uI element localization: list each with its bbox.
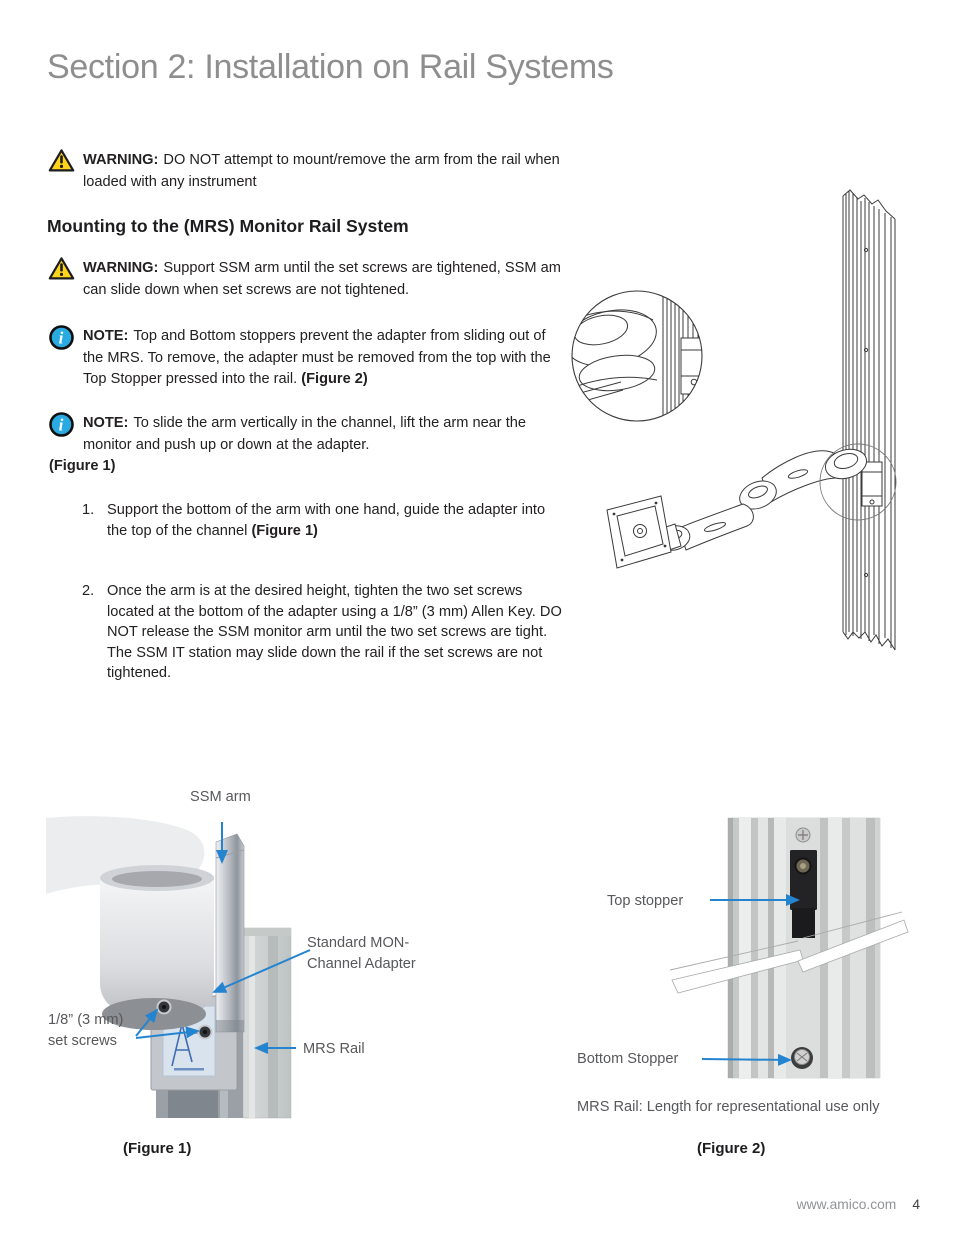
warning2-text [83,258,566,301]
step-number: 1. [82,502,95,518]
detail-callout-circle [565,289,707,421]
adapter-label-line1: Standard MON- [307,935,410,951]
note2-figure-ref: (Figure 1) [49,458,116,475]
figure2-caption: (Figure 2) [697,1140,766,1157]
figure-2-photo [560,800,954,1090]
step1-body: Support the bottom of the arm with one hand, guide the adapter into the top of the channel [107,502,546,539]
step-text [107,500,562,541]
rail-arm-line-drawing [565,180,954,680]
warning1-text [83,150,566,193]
set-screws-label [48,1010,123,1052]
warning2-label: WARNING: [83,260,159,276]
rail-drawing [843,190,895,650]
section-heading: Mounting to the (MRS) Monitor Rail System [47,216,409,236]
page-title: Section 2: Installation on Rail Systems [47,48,614,86]
set-screws-label-line1: 1/8” (3 mm) [48,1012,124,1028]
set-screws-label-line2: set screws [48,1033,117,1049]
bottom-stopper-arrow [702,1059,790,1060]
note1-label: NOTE: [83,328,129,344]
mrs-rail-label: MRS Rail [303,1041,365,1057]
top-stopper-label: Top stopper [607,893,684,909]
page-number: 4 [912,1197,920,1212]
note1-text [83,326,566,391]
step1-figure-ref: (Figure 1) [251,522,318,539]
step-number: 2. [82,583,95,599]
figure2-photo-art [670,818,908,1078]
bottom-stopper-label: Bottom Stopper [577,1051,679,1067]
footer-url: www.amico.com [796,1197,897,1212]
note1-figure-ref: (Figure 2) [301,371,368,388]
warning1-body: DO NOT attempt to mount/remove the arm from the rail when loaded with any instrument [83,152,560,190]
note2-body: To slide the arm vertically in the channel, lift the arm near the monitor and push up or down at the adapter. [83,415,527,453]
page-footer [620,1197,920,1212]
warning1-label: WARNING: [83,152,159,168]
info-icon [48,324,75,356]
step2-body: Once the arm is at the desired height, tighten the two set screws located at the bottom of the adapter using a 1/8” (3 mm) Allen Key. DO NOT release the SSM monitor arm until the two set screws are tight. The SSM IT station may slide down the rail if the set screws are not tightened. [107,583,562,682]
figure1-caption: (Figure 1) [123,1140,192,1157]
note2-text [49,413,566,478]
warning-icon [48,148,75,178]
ssm-arm-label: SSM arm [190,789,251,805]
figure-1 [40,780,480,1165]
figure-2 [560,800,954,1090]
step-text [107,581,562,684]
note2-label: NOTE: [83,415,129,431]
warning-block-2 [48,258,568,301]
warning2-body: Support SSM arm until the set screws are tightened, SSM am can slide down when set screws are not tightened. [83,260,561,298]
warning-block-1 [48,150,568,193]
svg-text:i: i [58,415,64,435]
note-block-1 [48,326,568,391]
adapter-label-line2: Channel Adapter [307,956,416,972]
figure2-note: MRS Rail: Length for representational use only [577,1099,880,1115]
note-block-2 [48,413,568,478]
figure1-photo-art [46,816,291,1118]
warning-icon [48,256,75,286]
adapter-label [307,933,416,975]
step-2 [82,581,562,684]
svg-text:i: i [58,328,64,348]
step-1 [82,500,562,541]
note1-body: Top and Bottom stoppers prevent the adapter from sliding out of the MRS. To remove, the adapter must be removed from the top with the Top Stopper pressed into the rail. [83,328,551,388]
